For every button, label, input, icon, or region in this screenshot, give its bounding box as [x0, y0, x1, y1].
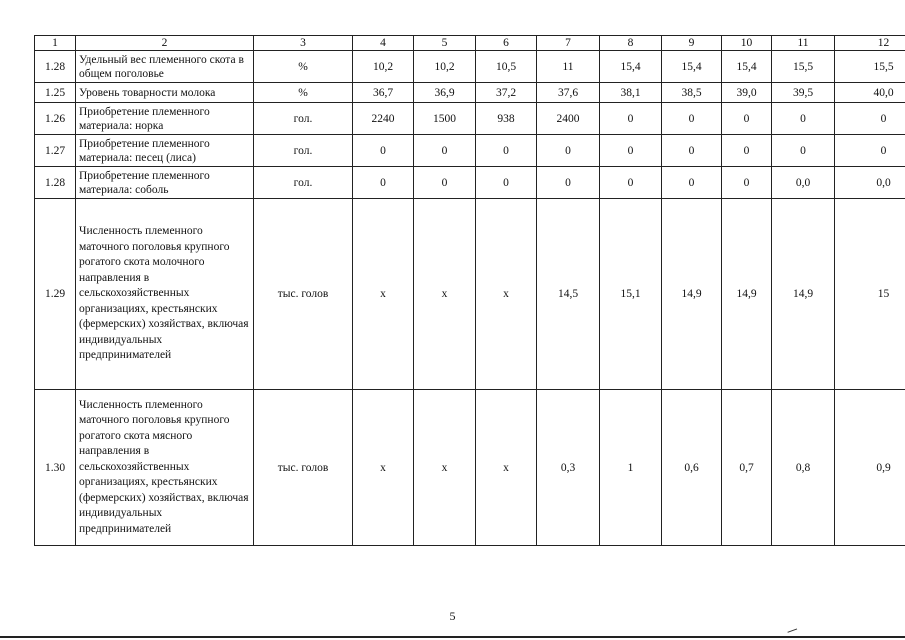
value-cell: 0	[353, 135, 414, 167]
unit-cell: гол.	[254, 167, 353, 199]
indicators-table	[34, 35, 905, 546]
row-number: 1.25	[35, 83, 76, 103]
value-cell: х	[476, 199, 537, 390]
value-cell: 37,2	[476, 83, 537, 103]
value-cell: х	[414, 390, 476, 546]
value-cell: 37,6	[537, 83, 600, 103]
indicator-name: Удельный вес племенного скота в общем поголовье	[76, 51, 254, 83]
indicator-name: Приобретение племенного материала: песец (лиса)	[76, 135, 254, 167]
row-number: 1.27	[35, 135, 76, 167]
column-header: 11	[772, 36, 835, 51]
indicator-name: Приобретение племенного материала: соболь	[76, 167, 254, 199]
table-row	[35, 167, 905, 199]
value-cell: 2240	[353, 103, 414, 135]
unit-cell: %	[254, 51, 353, 83]
column-header: 12	[835, 36, 905, 51]
value-cell: 2400	[537, 103, 600, 135]
page-number: 5	[449, 609, 456, 623]
value-cell: 36,7	[353, 83, 414, 103]
value-cell: 14,9	[722, 199, 772, 390]
value-cell: 0	[662, 167, 722, 199]
value-cell: 0	[600, 135, 662, 167]
value-cell: 15	[835, 199, 905, 390]
value-cell: 0,3	[537, 390, 600, 546]
value-cell: 0	[835, 135, 905, 167]
column-header: 1	[35, 36, 76, 51]
value-cell: 14,9	[772, 199, 835, 390]
row-number: 1.30	[35, 390, 76, 546]
unit-cell: %	[254, 83, 353, 103]
table-row	[35, 51, 905, 83]
value-cell: 15,4	[662, 51, 722, 83]
value-cell: 39,5	[772, 83, 835, 103]
row-number: 1.26	[35, 103, 76, 135]
unit-cell: гол.	[254, 103, 353, 135]
table-row	[35, 390, 905, 546]
column-number-row	[35, 36, 905, 51]
value-cell: 0	[353, 167, 414, 199]
value-cell: 0,0	[772, 167, 835, 199]
value-cell: х	[476, 390, 537, 546]
column-header: 3	[254, 36, 353, 51]
value-cell: 15,5	[835, 51, 905, 83]
indicator-name: Численность племенного маточного поголовья крупного рогатого скота молочного направления в сельскохозяйственных организациях, крестьянских (фермерских) хозяйствах, включая индивидуальных предпринимателей	[76, 199, 254, 390]
column-header: 9	[662, 36, 722, 51]
value-cell: х	[414, 199, 476, 390]
value-cell: 0	[662, 135, 722, 167]
value-cell: 938	[476, 103, 537, 135]
value-cell: 0	[772, 103, 835, 135]
value-cell: 1500	[414, 103, 476, 135]
value-cell: 39,0	[722, 83, 772, 103]
table-row	[35, 135, 905, 167]
unit-cell: тыс. голов	[254, 390, 353, 546]
value-cell: 14,5	[537, 199, 600, 390]
row-number: 1.28	[35, 167, 76, 199]
value-cell: 0	[772, 135, 835, 167]
column-header: 4	[353, 36, 414, 51]
value-cell: 0,9	[835, 390, 905, 546]
indicator-name: Приобретение племенного материала: норка	[76, 103, 254, 135]
value-cell: 0	[835, 103, 905, 135]
value-cell: 15,1	[600, 199, 662, 390]
value-cell: 0,8	[772, 390, 835, 546]
value-cell: 36,9	[414, 83, 476, 103]
value-cell: 10,2	[353, 51, 414, 83]
value-cell: х	[353, 390, 414, 546]
value-cell: 10,5	[476, 51, 537, 83]
value-cell: 0	[722, 103, 772, 135]
bottom-scan-edge	[0, 636, 905, 638]
row-number: 1.29	[35, 199, 76, 390]
value-cell: 0	[722, 167, 772, 199]
table-row	[35, 199, 905, 390]
value-cell: 0,6	[662, 390, 722, 546]
column-header: 5	[414, 36, 476, 51]
value-cell: 0	[600, 103, 662, 135]
column-header: 10	[722, 36, 772, 51]
value-cell: 0	[662, 103, 722, 135]
value-cell: х	[353, 199, 414, 390]
column-header: 8	[600, 36, 662, 51]
value-cell: 0,0	[835, 167, 905, 199]
value-cell: 40,0	[835, 83, 905, 103]
column-header: 6	[476, 36, 537, 51]
unit-cell: тыс. голов	[254, 199, 353, 390]
indicator-name: Уровень товарности молока	[76, 83, 254, 103]
value-cell: 0,7	[722, 390, 772, 546]
value-cell: 0	[414, 167, 476, 199]
value-cell: 0	[600, 167, 662, 199]
unit-cell: гол.	[254, 135, 353, 167]
column-header: 7	[537, 36, 600, 51]
value-cell: 38,1	[600, 83, 662, 103]
table-row	[35, 83, 905, 103]
row-number: 1.28	[35, 51, 76, 83]
value-cell: 0	[537, 167, 600, 199]
value-cell: 15,5	[772, 51, 835, 83]
value-cell: 14,9	[662, 199, 722, 390]
value-cell: 15,4	[600, 51, 662, 83]
value-cell: 0	[476, 167, 537, 199]
value-cell: 0	[414, 135, 476, 167]
value-cell: 1	[600, 390, 662, 546]
value-cell: 0	[476, 135, 537, 167]
value-cell: 15,4	[722, 51, 772, 83]
column-header: 2	[76, 36, 254, 51]
value-cell: 0	[537, 135, 600, 167]
value-cell: 38,5	[662, 83, 722, 103]
value-cell: 0	[722, 135, 772, 167]
indicator-name: Численность племенного маточного поголовья крупного рогатого скота мясного направления в сельскохозяйственных организациях, крестьянских (фермерских) хозяйствах, включая индивидуальных предпринимателей	[76, 390, 254, 546]
table-row	[35, 103, 905, 135]
value-cell: 11	[537, 51, 600, 83]
value-cell: 10,2	[414, 51, 476, 83]
